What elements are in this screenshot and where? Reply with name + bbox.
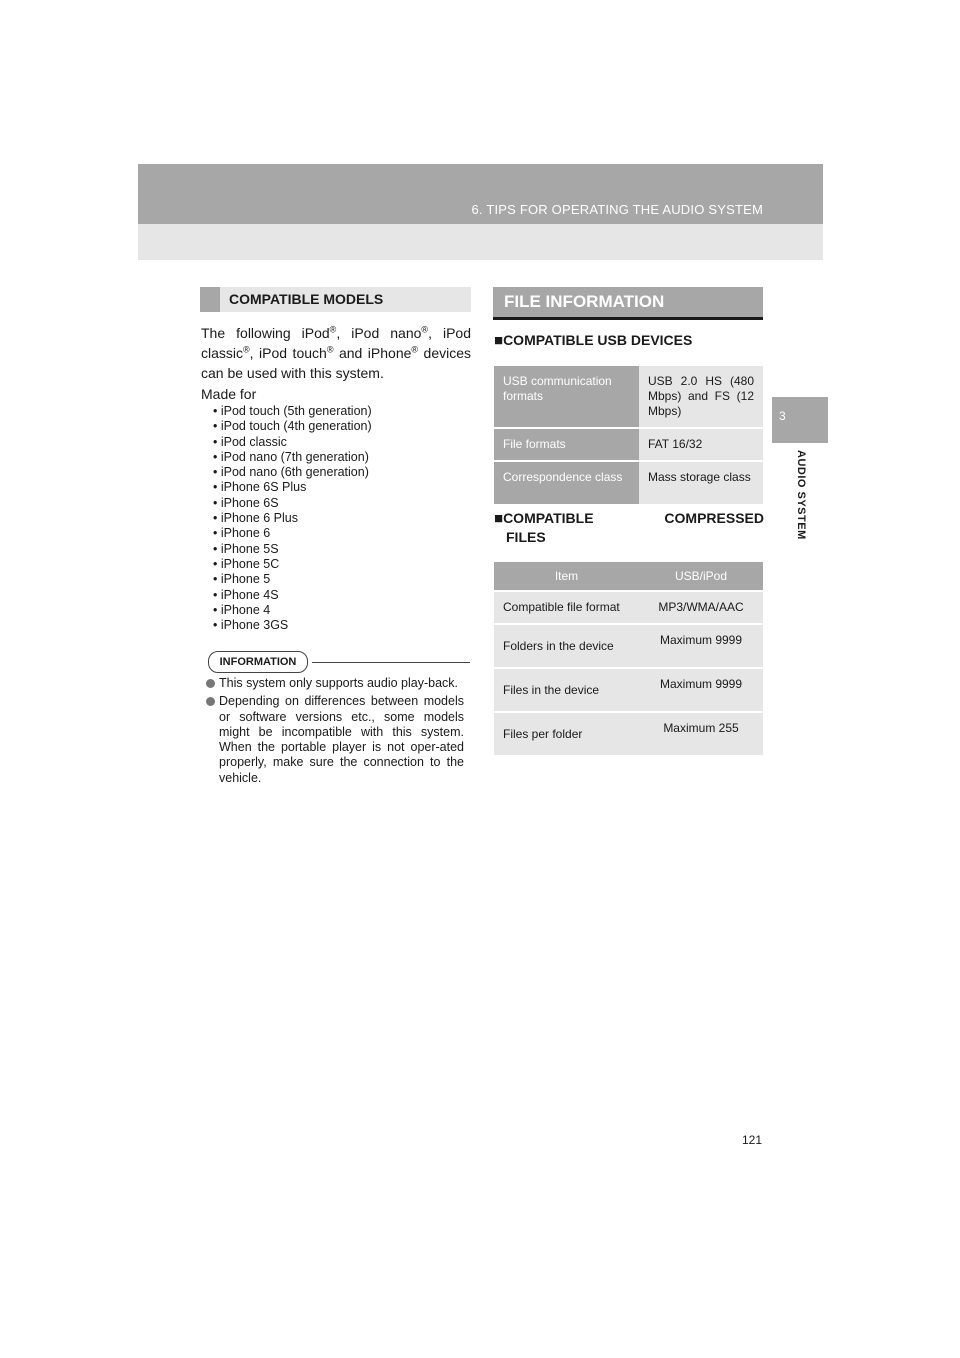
table-key: Compatible file format	[494, 591, 639, 624]
list-item: • iPhone 4	[213, 602, 271, 617]
list-item: • iPhone 6S Plus	[213, 480, 307, 495]
table-key: Files per folder	[494, 712, 639, 756]
page-number: 121	[742, 1133, 763, 1147]
table-key: Files in the device	[494, 668, 639, 712]
page-header	[138, 164, 823, 260]
list-item: • iPod nano (7th generation)	[213, 449, 369, 464]
compressed-heading-end: FILES	[506, 529, 546, 545]
table-row	[494, 712, 763, 756]
list-item: • iPhone 6 Plus	[213, 511, 298, 526]
intro-text: , iPod touch	[249, 345, 327, 361]
header-bar	[138, 164, 823, 224]
column-header: USB/iPod	[639, 562, 763, 591]
table-header-row	[494, 562, 763, 591]
table-value: Mass storage class	[639, 461, 763, 505]
compressed-files-heading	[494, 509, 764, 547]
table-value: Maximum 9999	[639, 624, 763, 668]
compatible-models-intro	[201, 323, 471, 383]
table-value: USB 2.0 HS (480 Mbps) and FS (12 Mbps)	[639, 366, 763, 428]
table-value: Maximum 255	[639, 712, 763, 756]
information-badge: INFORMATION	[208, 651, 308, 673]
table-row	[494, 668, 763, 712]
information-list	[208, 676, 464, 789]
table-row	[494, 461, 763, 505]
compressed-heading-word1: COMPATIBLE	[503, 510, 594, 526]
heading-marker	[200, 287, 220, 312]
bullet-icon	[206, 679, 215, 688]
table-value: FAT 16/32	[639, 428, 763, 461]
bullet-icon	[206, 697, 215, 706]
chapter-number: 3	[779, 409, 786, 423]
table-row	[494, 366, 763, 428]
table-value: MP3/WMA/AAC	[639, 591, 763, 624]
list-item: • iPod touch (4th generation)	[213, 419, 372, 434]
registered-mark: ®	[411, 344, 419, 355]
registered-mark: ®	[329, 324, 337, 335]
table-row	[494, 624, 763, 668]
table-key: Correspondence class	[494, 461, 639, 505]
section-title: 6. TIPS FOR OPERATING THE AUDIO SYSTEM	[471, 202, 763, 217]
column-header: Item	[494, 562, 639, 591]
intro-text: , iPod classic	[201, 325, 471, 361]
registered-mark: ®	[243, 344, 250, 355]
information-text: Depending on differences between models or software versions etc., some models might be incompatible with this system. When the portable player is not oper-ated properly, make sure the connection to the vehicle.	[219, 694, 464, 785]
table-row	[494, 428, 763, 461]
information-text: This system only supports audio play-back.	[219, 676, 458, 690]
list-item: • iPod touch (5th generation)	[213, 404, 372, 418]
intro-text: , iPod nano	[336, 325, 422, 341]
file-information-heading	[493, 287, 763, 320]
list-item: • iPod nano (6th generation)	[213, 465, 369, 480]
table-value: Maximum 9999	[639, 668, 763, 712]
list-item: • iPhone 6S	[213, 495, 279, 510]
list-item	[208, 676, 464, 691]
list-item: • iPhone 5	[213, 572, 271, 587]
table-key: USB communication formats	[494, 366, 639, 428]
intro-text: The following iPod	[201, 325, 330, 341]
list-item: • iPhone 6	[213, 526, 271, 541]
heading-part	[494, 509, 594, 528]
square-bullet-icon: ■	[494, 510, 504, 527]
file-information-title: FILE INFORMATION	[504, 292, 665, 311]
registered-mark: ®	[421, 324, 429, 335]
list-item: • iPod classic	[213, 434, 287, 449]
compressed-heading-word2: COMPRESSED	[664, 510, 764, 526]
heading-line	[494, 509, 764, 528]
intro-text: and iPhone	[333, 345, 412, 361]
list-item: • iPhone 5C	[213, 556, 280, 571]
chapter-tab	[772, 397, 828, 443]
compressed-files-table	[494, 562, 763, 757]
compatible-models-title: COMPATIBLE MODELS	[229, 291, 384, 307]
chapter-label: AUDIO SYSTEM	[795, 450, 807, 540]
list-item: • iPhone 5S	[213, 541, 279, 556]
usb-devices-heading	[494, 331, 692, 350]
square-bullet-icon: ■	[494, 332, 504, 349]
registered-mark: ®	[326, 344, 334, 355]
list-item: • iPhone 4S	[213, 587, 279, 602]
list-item	[208, 694, 464, 786]
intro-text: devices can be used with this system.	[201, 345, 472, 381]
divider	[312, 662, 470, 663]
made-for-label: Made for	[201, 386, 257, 402]
usb-devices-title: COMPATIBLE USB DEVICES	[503, 332, 693, 348]
table-row	[494, 591, 763, 624]
usb-devices-table	[494, 366, 763, 506]
model-list	[213, 404, 372, 633]
table-key: Folders in the device	[494, 624, 639, 668]
table-key: File formats	[494, 428, 639, 461]
compatible-models-heading	[200, 287, 471, 312]
list-item: • iPhone 3GS	[213, 618, 289, 633]
